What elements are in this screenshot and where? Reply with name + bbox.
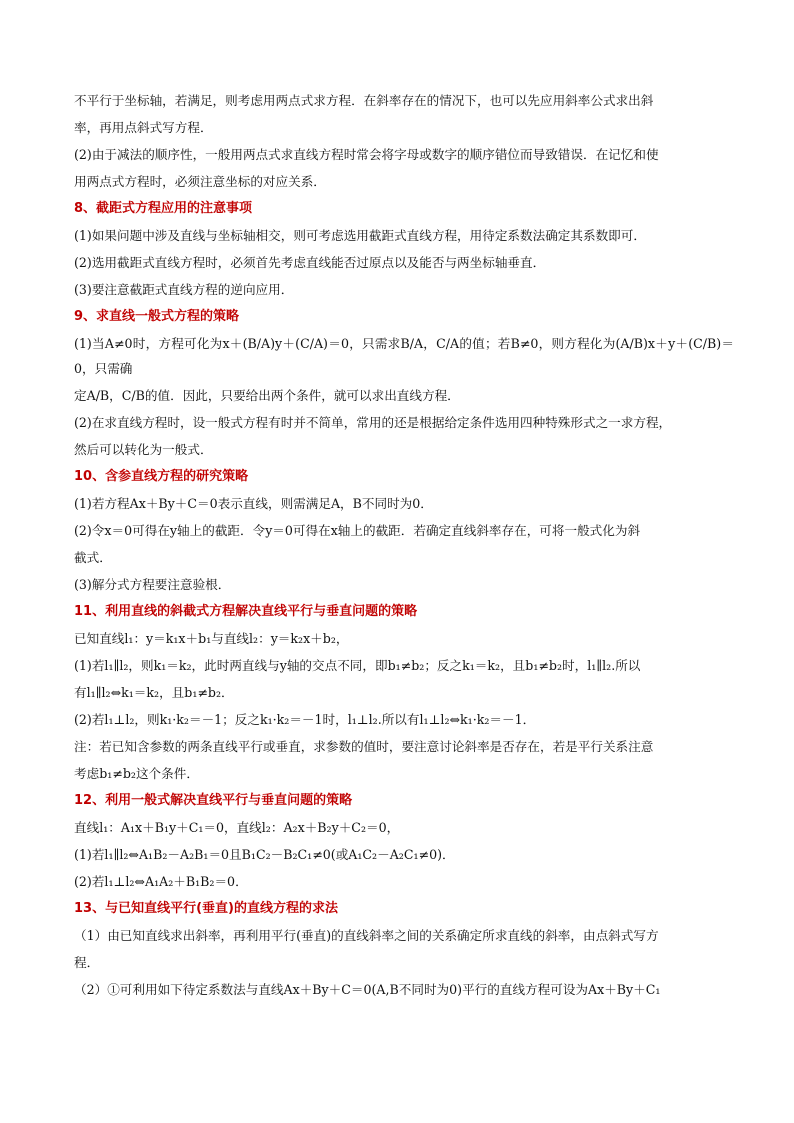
document-page: [74, 88, 734, 1004]
paragraph-line: 直线l₁：A₁x＋B₁y＋C₁＝0，直线l₂：A₂x＋B₂y＋C₂＝0，: [74, 820, 400, 835]
paragraph-line: (2)若l₁⊥l₂⇔A₁A₂＋B₁B₂＝0．: [74, 874, 248, 889]
paragraph-line: （1）由已知直线求出斜率，再利用平行(垂直)的直线斜率之间的关系确定所求直线的斜率，由点斜式写方: [74, 928, 659, 943]
paragraph-line: 有l₁∥l₂⇔k₁＝k₂，且b₁≠b₂．: [74, 685, 234, 700]
paragraph-line: (3)解分式方程要注意验根．: [74, 577, 231, 592]
paragraph-line: （2）①可利用如下待定系数法与直线Ax＋By＋C＝0(A,B不同时为0)平行的直线方程可设为Ax＋By＋C₁: [74, 982, 661, 997]
paragraph-line: 截式．: [74, 550, 112, 565]
section-heading: 13、与已知直线平行(垂直)的直线方程的求法: [74, 901, 338, 916]
paragraph-line: (1)若l₁∥l₂，则k₁＝k₂，此时两直线与y轴的交点不同，即b₁≠b₂；反之k₁＝k₂，且b₁≠b₂时，l₁∥l₂.所以: [74, 658, 641, 673]
paragraph-line: (1)若方程Ax＋By＋C＝0表示直线，则需满足A，B不同时为0．: [74, 496, 433, 511]
paragraph-line: 已知直线l₁：y＝k₁x＋b₁与直线l₂：y＝k₂x＋b₂，: [74, 631, 349, 646]
paragraph-line: (2)选用截距式直线方程时，必须首先考虑直线能否过原点以及能否与两坐标轴垂直．: [74, 255, 546, 270]
section-heading: 12、利用一般式解决直线平行与垂直问题的策略: [74, 793, 353, 808]
section-heading: 11、利用直线的斜截式方程解决直线平行与垂直问题的策略: [74, 604, 418, 619]
paragraph-line: (2)由于减法的顺序性，一般用两点式求直线方程时常会将字母或数字的顺序错位而导致错误．在记忆和使: [74, 147, 659, 162]
paragraph-line: (3)要注意截距式直线方程的逆向应用．: [74, 282, 294, 297]
paragraph-line: 然后可以转化为一般式．: [74, 442, 213, 457]
paragraph-line: (1)当A≠0时，方程可化为x＋(B/A)y＋(C/A)＝0，只需求B/A，C/A的值；若B≠0，则方程化为(A/B)x＋y＋(C/B)＝0，只需确: [74, 336, 734, 376]
paragraph-line: (2)在求直线方程时，设一般式方程有时并不简单，常用的还是根据给定条件选用四种特殊形式之一求方程，: [74, 415, 672, 430]
paragraph-line: (2)令x＝0可得在y轴上的截距．令y＝0可得在x轴上的截距．若确定直线斜率存在，可将一般式化为斜: [74, 523, 641, 538]
paragraph-line: (2)若l₁⊥l₂，则k₁·k₂＝－1；反之k₁·k₂＝－1时，l₁⊥l₂.所以有l₁⊥l₂⇔k₁·k₂＝－1．: [74, 712, 536, 727]
paragraph-line: 注：若已知含参数的两条直线平行或垂直，求参数的值时，要注意讨论斜率是否存在，若是平行关系注意: [74, 739, 654, 754]
section-heading: 10、含参直线方程的研究策略: [74, 469, 249, 484]
paragraph-line: 用两点式方程时，必须注意坐标的对应关系．: [74, 174, 326, 189]
section-heading: 9、求直线一般式方程的策略: [74, 309, 240, 324]
section-heading: 8、截距式方程应用的注意事项: [74, 201, 253, 216]
paragraph-line: 定A/B，C/B的值．因此，只要给出两个条件，就可以求出直线方程．: [74, 388, 460, 403]
paragraph-line: (1)如果问题中涉及直线与坐标轴相交，则可考虑选用截距式直线方程，用待定系数法确定其系数即可．: [74, 228, 646, 243]
paragraph-line: 程．: [74, 955, 100, 970]
paragraph-line: 率，再用点斜式写方程．: [74, 120, 213, 135]
paragraph-line: (1)若l₁∥l₂⇔A₁B₂－A₂B₁＝0且B₁C₂－B₂C₁≠0(或A₁C₂－A₂C₁≠0)．: [74, 847, 455, 862]
paragraph-line: 考虑b₁≠b₂这个条件．: [74, 766, 199, 781]
paragraph-line: 不平行于坐标轴，若满足，则考虑用两点式求方程．在斜率存在的情况下，也可以先应用斜率公式求出斜: [74, 93, 654, 108]
